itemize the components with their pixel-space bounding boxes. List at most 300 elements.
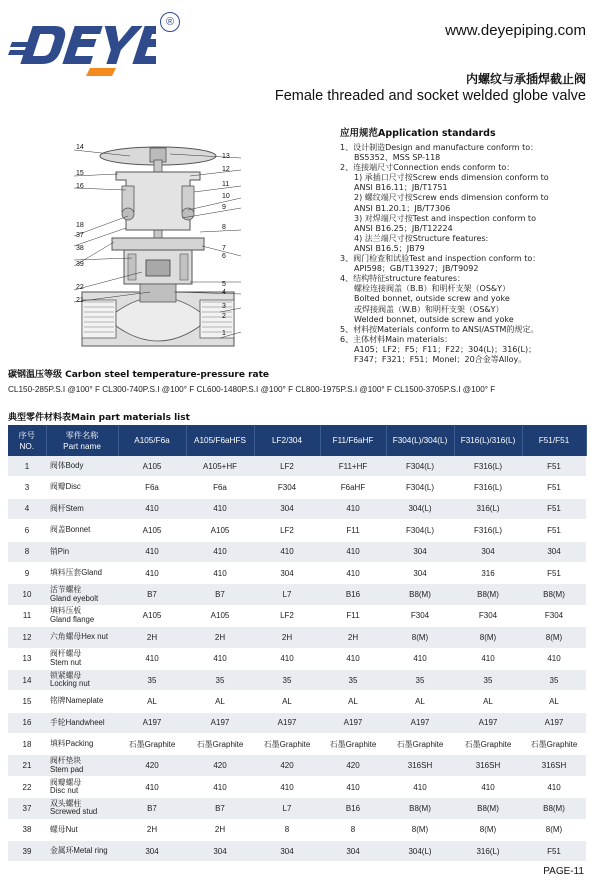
- application-standards-line: 2、连接端尺寸Connection ends conform to：: [340, 163, 515, 173]
- part-name-cell: [46, 734, 118, 755]
- material-cell: 304: [186, 841, 254, 862]
- callout-label: 15: [76, 170, 84, 177]
- column-header-en: LF2/304: [271, 436, 303, 445]
- part-name-cell: [46, 669, 118, 690]
- material-cell: A197: [254, 712, 320, 733]
- material-cell: 304: [386, 541, 454, 562]
- part-name-cn: 阀杆: [50, 503, 66, 513]
- table-row: [8, 669, 586, 690]
- material-cell: F11+HF: [320, 456, 386, 477]
- part-name-cn: 螺母: [50, 824, 66, 834]
- material-cell: B8(M): [386, 798, 454, 819]
- material-cell: 316SH: [386, 755, 454, 776]
- part-name-cell: [46, 477, 118, 498]
- table-header-row: [8, 425, 586, 456]
- application-standards-line: 2) 螺纹端尺寸按Screw ends dimension conform to: [354, 193, 549, 203]
- material-cell: 304: [320, 841, 386, 862]
- callout-label: 8: [222, 224, 226, 231]
- part-number-cell: 18: [8, 734, 46, 755]
- part-number-cell: 12: [8, 627, 46, 648]
- table-row: [8, 520, 586, 541]
- callout-label: 13: [222, 153, 230, 160]
- material-cell: 2H: [320, 627, 386, 648]
- part-name-cell: [46, 776, 118, 797]
- material-cell: 410: [254, 648, 320, 669]
- application-standards-line: Welded bonnet, outside screw and yoke: [354, 314, 514, 324]
- part-number-cell: 21: [8, 755, 46, 776]
- part-name-en: Disc nut: [50, 786, 79, 796]
- material-cell: B7: [186, 798, 254, 819]
- material-cell: 420: [254, 755, 320, 776]
- application-standards-line: 3、阀门检查和试验Test and inspection conform to：: [340, 254, 541, 264]
- part-name-en: Packing: [65, 739, 94, 749]
- material-cell: B7: [118, 798, 186, 819]
- part-name-cell: [46, 456, 118, 477]
- callout-label: 39: [76, 261, 84, 268]
- callout-label: 38: [76, 245, 84, 252]
- material-cell: B8(M): [454, 798, 522, 819]
- column-header-en: A105/F6a: [134, 436, 170, 445]
- material-cell: 石墨Graphite: [386, 734, 454, 755]
- material-cell: 410: [254, 776, 320, 797]
- column-header-en: F51/F51: [538, 436, 570, 445]
- part-name-en: Locking nut: [50, 679, 90, 689]
- material-cell: A105: [118, 456, 186, 477]
- material-cell: 316(L): [454, 498, 522, 519]
- material-cell: F51: [522, 562, 586, 583]
- material-cell: 410: [454, 776, 522, 797]
- table-row: [8, 734, 586, 755]
- table-row: [8, 691, 586, 712]
- material-cell: 316SH: [522, 755, 586, 776]
- material-cell: 410: [186, 541, 254, 562]
- part-name-cell: [46, 584, 118, 605]
- website-url[interactable]: www.deyepiping.com: [445, 22, 586, 39]
- application-standards-line: 3) 对焊端尺寸按Test and inspection conform to: [354, 213, 536, 223]
- table-row: [8, 562, 586, 583]
- callout-label: 14: [76, 144, 84, 151]
- part-name-en: Stem nut: [50, 657, 82, 667]
- callout-label: 2: [222, 313, 226, 320]
- part-name-cn: 填料: [50, 739, 66, 749]
- material-cell: A105+HF: [186, 456, 254, 477]
- material-cell: 35: [186, 669, 254, 690]
- material-cell: F316(L): [454, 456, 522, 477]
- material-cell: F304(L): [386, 477, 454, 498]
- material-cell: 8(M): [454, 819, 522, 840]
- material-cell: 410: [386, 776, 454, 797]
- material-cell: 35: [118, 669, 186, 690]
- application-standards-line: 5、材料按Materials conform to ANSI/ASTM的规定。: [340, 324, 539, 334]
- application-standards-line: A105；LF2；F5；F11；F22；304(L)；316(L)；: [354, 344, 537, 354]
- part-name-en: Gland flange: [50, 614, 95, 624]
- material-cell: AL: [320, 691, 386, 712]
- table-row: [8, 584, 586, 605]
- callout-label: 1: [222, 330, 226, 337]
- material-cell: 8(M): [522, 627, 586, 648]
- material-cell: B7: [186, 584, 254, 605]
- material-cell: 410: [118, 648, 186, 669]
- table-row: [8, 605, 586, 626]
- material-cell: 410: [118, 562, 186, 583]
- material-cell: 410: [186, 648, 254, 669]
- part-name-en: Disc: [65, 482, 81, 492]
- valve-cross-section-diagram: [70, 142, 245, 364]
- material-cell: 410: [522, 776, 586, 797]
- material-cell: A197: [320, 712, 386, 733]
- material-cell: A105: [186, 605, 254, 626]
- callout-label: 10: [222, 193, 230, 200]
- column-header: [386, 425, 454, 456]
- part-name-cn: 阀瓣螺母: [50, 777, 82, 787]
- material-cell: B8(M): [522, 798, 586, 819]
- material-cell: AL: [522, 691, 586, 712]
- product-title-en: Female threaded and socket welded globe valve: [274, 88, 586, 104]
- material-cell: A197: [386, 712, 454, 733]
- part-number-cell: 6: [8, 520, 46, 541]
- column-header-cn: 序号: [18, 430, 35, 440]
- material-cell: AL: [186, 691, 254, 712]
- part-number-cell: 38: [8, 819, 46, 840]
- callout-label: 5: [222, 281, 226, 288]
- material-cell: A105: [118, 605, 186, 626]
- column-header: [46, 425, 118, 456]
- material-cell: B7: [118, 584, 186, 605]
- material-cell: L7: [254, 584, 320, 605]
- callout-label: 4: [222, 289, 226, 296]
- part-number-cell: 37: [8, 798, 46, 819]
- material-cell: B8(M): [454, 584, 522, 605]
- material-cell: A197: [186, 712, 254, 733]
- table-row: [8, 541, 586, 562]
- part-name-en: Screwed stud: [50, 807, 98, 817]
- material-cell: 石墨Graphite: [522, 734, 586, 755]
- column-header: [320, 425, 386, 456]
- part-number-cell: 9: [8, 562, 46, 583]
- material-cell: LF2: [254, 605, 320, 626]
- material-cell: B16: [320, 584, 386, 605]
- material-cell: F316(L): [454, 520, 522, 541]
- callout-label: 11: [222, 181, 230, 188]
- part-name-en: Pin: [57, 546, 70, 556]
- part-name-cell: [46, 541, 118, 562]
- material-cell: F6a: [118, 477, 186, 498]
- part-name-cn: 销: [50, 546, 58, 556]
- material-cell: F51: [522, 498, 586, 519]
- material-cell: 410: [254, 541, 320, 562]
- material-cell: A197: [454, 712, 522, 733]
- material-cell: F11: [320, 605, 386, 626]
- material-cell: F304(L): [386, 456, 454, 477]
- material-cell: 2H: [118, 627, 186, 648]
- material-cell: 8(M): [454, 627, 522, 648]
- material-cell: 410: [186, 562, 254, 583]
- part-name-cell: [46, 798, 118, 819]
- part-name-cn: 双头螺柱: [50, 798, 82, 808]
- material-cell: F304: [386, 605, 454, 626]
- material-cell: LF2: [254, 520, 320, 541]
- material-cell: F316(L): [454, 477, 522, 498]
- application-standards-line: ANSI B16.25；JB/T12224: [354, 223, 453, 233]
- part-name-cn: 填料压套: [50, 567, 82, 577]
- part-name-cell: [46, 712, 118, 733]
- application-standards-heading: 应用规范Application standards: [340, 128, 496, 139]
- application-standards-line: 4) 法兰端尺寸按Structure features:: [354, 233, 489, 243]
- callout-label: 37: [76, 232, 84, 239]
- column-header-en: F11/F6aHF: [332, 436, 374, 445]
- part-name-en: Handwheel: [65, 717, 105, 727]
- material-cell: F11: [320, 520, 386, 541]
- material-cell: F51: [522, 520, 586, 541]
- part-name-en: Gland eyebolt: [50, 593, 99, 603]
- material-cell: 316: [454, 562, 522, 583]
- part-number-cell: 4: [8, 498, 46, 519]
- part-number-cell: 14: [8, 669, 46, 690]
- material-cell: 316SH: [454, 755, 522, 776]
- material-cell: F304: [522, 605, 586, 626]
- material-cell: 304(L): [386, 498, 454, 519]
- material-cell: 410: [522, 648, 586, 669]
- part-name-cn: 铭牌: [50, 696, 66, 706]
- part-name-cn: 金属环: [50, 845, 74, 855]
- material-cell: 石墨Graphite: [118, 734, 186, 755]
- material-cell: 304: [454, 541, 522, 562]
- callout-label: 3: [222, 303, 226, 310]
- material-cell: A197: [118, 712, 186, 733]
- application-standards-line: F347；F321；F51；Monel；20合金等Alloy。: [354, 354, 527, 364]
- column-header-en: F304(L)/304(L): [392, 436, 448, 445]
- page-number: PAGE-11: [543, 866, 584, 877]
- table-row: [8, 776, 586, 797]
- table-row: [8, 798, 586, 819]
- material-cell: AL: [454, 691, 522, 712]
- part-number-cell: 1: [8, 456, 46, 477]
- part-name-en: Bonnet: [65, 525, 91, 535]
- material-cell: AL: [386, 691, 454, 712]
- table-row: [8, 712, 586, 733]
- column-header: [522, 425, 586, 456]
- material-cell: F51: [522, 477, 586, 498]
- material-cell: 石墨Graphite: [454, 734, 522, 755]
- material-cell: 410: [454, 648, 522, 669]
- material-cell: B8(M): [386, 584, 454, 605]
- column-header: [118, 425, 186, 456]
- part-name-cell: [46, 755, 118, 776]
- material-cell: 410: [320, 648, 386, 669]
- material-cell: F304: [454, 605, 522, 626]
- materials-heading: 典型零件材料表Main part materials list: [8, 413, 190, 423]
- material-cell: B8(M): [522, 584, 586, 605]
- product-title-cn: 内螺纹与承插焊截止阀: [465, 72, 586, 86]
- material-cell: F51: [522, 456, 586, 477]
- callout-label: 6: [222, 253, 226, 260]
- column-header-en: F316(L)/316(L): [460, 436, 516, 445]
- material-cell: 304: [118, 841, 186, 862]
- material-cell: 410: [186, 776, 254, 797]
- part-name-cn: 手轮: [50, 717, 66, 727]
- part-number-cell: 13: [8, 648, 46, 669]
- material-cell: 410: [118, 498, 186, 519]
- material-cell: 420: [118, 755, 186, 776]
- table-row: [8, 755, 586, 776]
- pressure-rating-line: CL150-285P.S.I @100° F CL300-740P.S.I @100° F CL600-1480P.S.I @100° F CL800-1975P.S.I @100° F CL1500-3705P.S.I @100° F: [8, 385, 496, 394]
- part-number-cell: 3: [8, 477, 46, 498]
- material-cell: B16: [320, 798, 386, 819]
- column-header-cn: 零件名称: [65, 430, 99, 440]
- callout-label: 12: [222, 166, 230, 173]
- material-cell: 2H: [186, 819, 254, 840]
- material-cell: 316(L): [454, 841, 522, 862]
- application-standards-line: 1、设计制造Design and manufacture conform to：: [340, 143, 539, 152]
- part-name-en: Stem pad: [50, 764, 84, 774]
- application-standards-list: [340, 143, 588, 365]
- material-cell: 304: [386, 562, 454, 583]
- material-cell: 420: [320, 755, 386, 776]
- callout-label: 21: [76, 297, 84, 304]
- part-name-cell: [46, 562, 118, 583]
- part-name-cn: 锁紧螺母: [50, 670, 82, 680]
- material-cell: F304(L): [386, 520, 454, 541]
- material-cell: 35: [386, 669, 454, 690]
- column-header-en: A105/F6aHFS: [194, 436, 246, 445]
- table-row: [8, 627, 586, 648]
- material-cell: 304: [254, 498, 320, 519]
- table-row: [8, 841, 586, 862]
- application-standards-line: ANSI B16.5；JB79: [354, 243, 425, 253]
- part-name-cell: [46, 841, 118, 862]
- material-cell: 410: [386, 648, 454, 669]
- material-cell: F6aHF: [320, 477, 386, 498]
- application-standards-line: API598；GB/T13927；JB/T9092: [354, 264, 479, 274]
- material-cell: 410: [320, 776, 386, 797]
- callout-label: 18: [76, 222, 84, 229]
- part-number-cell: 16: [8, 712, 46, 733]
- material-cell: F304: [254, 477, 320, 498]
- material-cell: 35: [522, 669, 586, 690]
- material-cell: 304(L): [386, 841, 454, 862]
- material-cell: 8: [254, 819, 320, 840]
- part-name-en: Stem: [65, 503, 84, 513]
- table-row: [8, 648, 586, 669]
- part-name-cn: 六角螺母: [50, 632, 82, 642]
- part-name-cell: [46, 691, 118, 712]
- material-cell: 410: [118, 541, 186, 562]
- material-cell: 石墨Graphite: [254, 734, 320, 755]
- callout-label: 16: [76, 183, 84, 190]
- material-cell: AL: [254, 691, 320, 712]
- part-name-cn: 阀杆垫块: [50, 756, 82, 766]
- callout-label: 22: [76, 284, 84, 291]
- part-name-en: Gland: [81, 567, 102, 577]
- application-standards-line: Bolted bonnet, outside screw and yoke: [354, 294, 510, 304]
- callout-label: 9: [222, 204, 226, 211]
- column-header-en: NO.: [19, 441, 35, 451]
- application-standards-line: 1) 承插口尺寸按Screw ends dimension conform to: [354, 173, 549, 183]
- table-row: [8, 498, 586, 519]
- part-number-cell: 15: [8, 691, 46, 712]
- material-cell: 8: [320, 819, 386, 840]
- material-cell: 410: [320, 562, 386, 583]
- material-cell: F6a: [186, 477, 254, 498]
- callout-label: 7: [222, 245, 226, 252]
- table-row: [8, 477, 586, 498]
- material-cell: A105: [118, 520, 186, 541]
- part-name-cell: [46, 627, 118, 648]
- application-standards-line: 6、主体材料Main materials：: [340, 334, 453, 344]
- material-cell: F51: [522, 841, 586, 862]
- part-name-cn: 阀体: [50, 460, 66, 470]
- table-row: [8, 456, 586, 477]
- material-cell: 8(M): [522, 819, 586, 840]
- material-cell: 410: [320, 541, 386, 562]
- part-name-en: Body: [65, 460, 84, 470]
- registered-mark: ®: [160, 12, 180, 32]
- material-cell: LF2: [254, 456, 320, 477]
- material-cell: L7: [254, 798, 320, 819]
- material-cell: 35: [454, 669, 522, 690]
- part-name-en: Nut: [65, 824, 78, 834]
- material-cell: AL: [118, 691, 186, 712]
- part-name-cn: 填料压板: [50, 606, 82, 616]
- part-name-en: Nameplate: [65, 696, 104, 706]
- part-number-cell: 8: [8, 541, 46, 562]
- application-standards-line: 螺栓连接阀盖（B.B）和明杆支架（OS&Y）: [354, 284, 511, 294]
- part-name-cn: 阀杆螺母: [50, 649, 82, 659]
- material-cell: A197: [522, 712, 586, 733]
- material-cell: 2H: [254, 627, 320, 648]
- material-cell: 304: [254, 562, 320, 583]
- part-name-cell: [46, 648, 118, 669]
- material-cell: 石墨Graphite: [320, 734, 386, 755]
- part-name-cn: 活节螺栓: [50, 585, 82, 595]
- material-cell: 420: [186, 755, 254, 776]
- material-cell: 2H: [118, 819, 186, 840]
- column-header: [8, 425, 46, 456]
- material-cell: 8(M): [386, 627, 454, 648]
- part-name-en: Metal ring: [73, 845, 108, 855]
- part-name-cn: 阀盖: [50, 525, 66, 535]
- part-name-cell: [46, 520, 118, 541]
- column-header: [186, 425, 254, 456]
- material-cell: 8(M): [386, 819, 454, 840]
- column-header: [454, 425, 522, 456]
- deye-logo: [6, 22, 156, 82]
- application-standards-line: ANSI B16.11；JB/T1751: [354, 183, 448, 193]
- part-number-cell: 10: [8, 584, 46, 605]
- material-cell: 410: [118, 776, 186, 797]
- application-standards-line: ANSI B1.20.1；JB/T7306: [354, 203, 451, 213]
- material-cell: 304: [522, 541, 586, 562]
- column-header: [254, 425, 320, 456]
- application-standards-line: BS5352、MSS SP-118: [354, 153, 441, 163]
- part-number-cell: 11: [8, 605, 46, 626]
- part-name-en: Hex nut: [81, 632, 109, 642]
- part-number-cell: 39: [8, 841, 46, 862]
- part-name-cell: [46, 605, 118, 626]
- material-cell: 410: [320, 498, 386, 519]
- material-cell: 35: [254, 669, 320, 690]
- part-name-cell: [46, 819, 118, 840]
- carbon-steel-heading: 碳钢温压等级 Carbon steel temperature-pressure rate: [8, 370, 270, 380]
- material-cell: 2H: [186, 627, 254, 648]
- material-cell: 石墨Graphite: [186, 734, 254, 755]
- material-cell: 304: [254, 841, 320, 862]
- part-name-cell: [46, 498, 118, 519]
- table-row: [8, 819, 586, 840]
- material-cell: 35: [320, 669, 386, 690]
- material-cell: A105: [186, 520, 254, 541]
- part-number-cell: 22: [8, 776, 46, 797]
